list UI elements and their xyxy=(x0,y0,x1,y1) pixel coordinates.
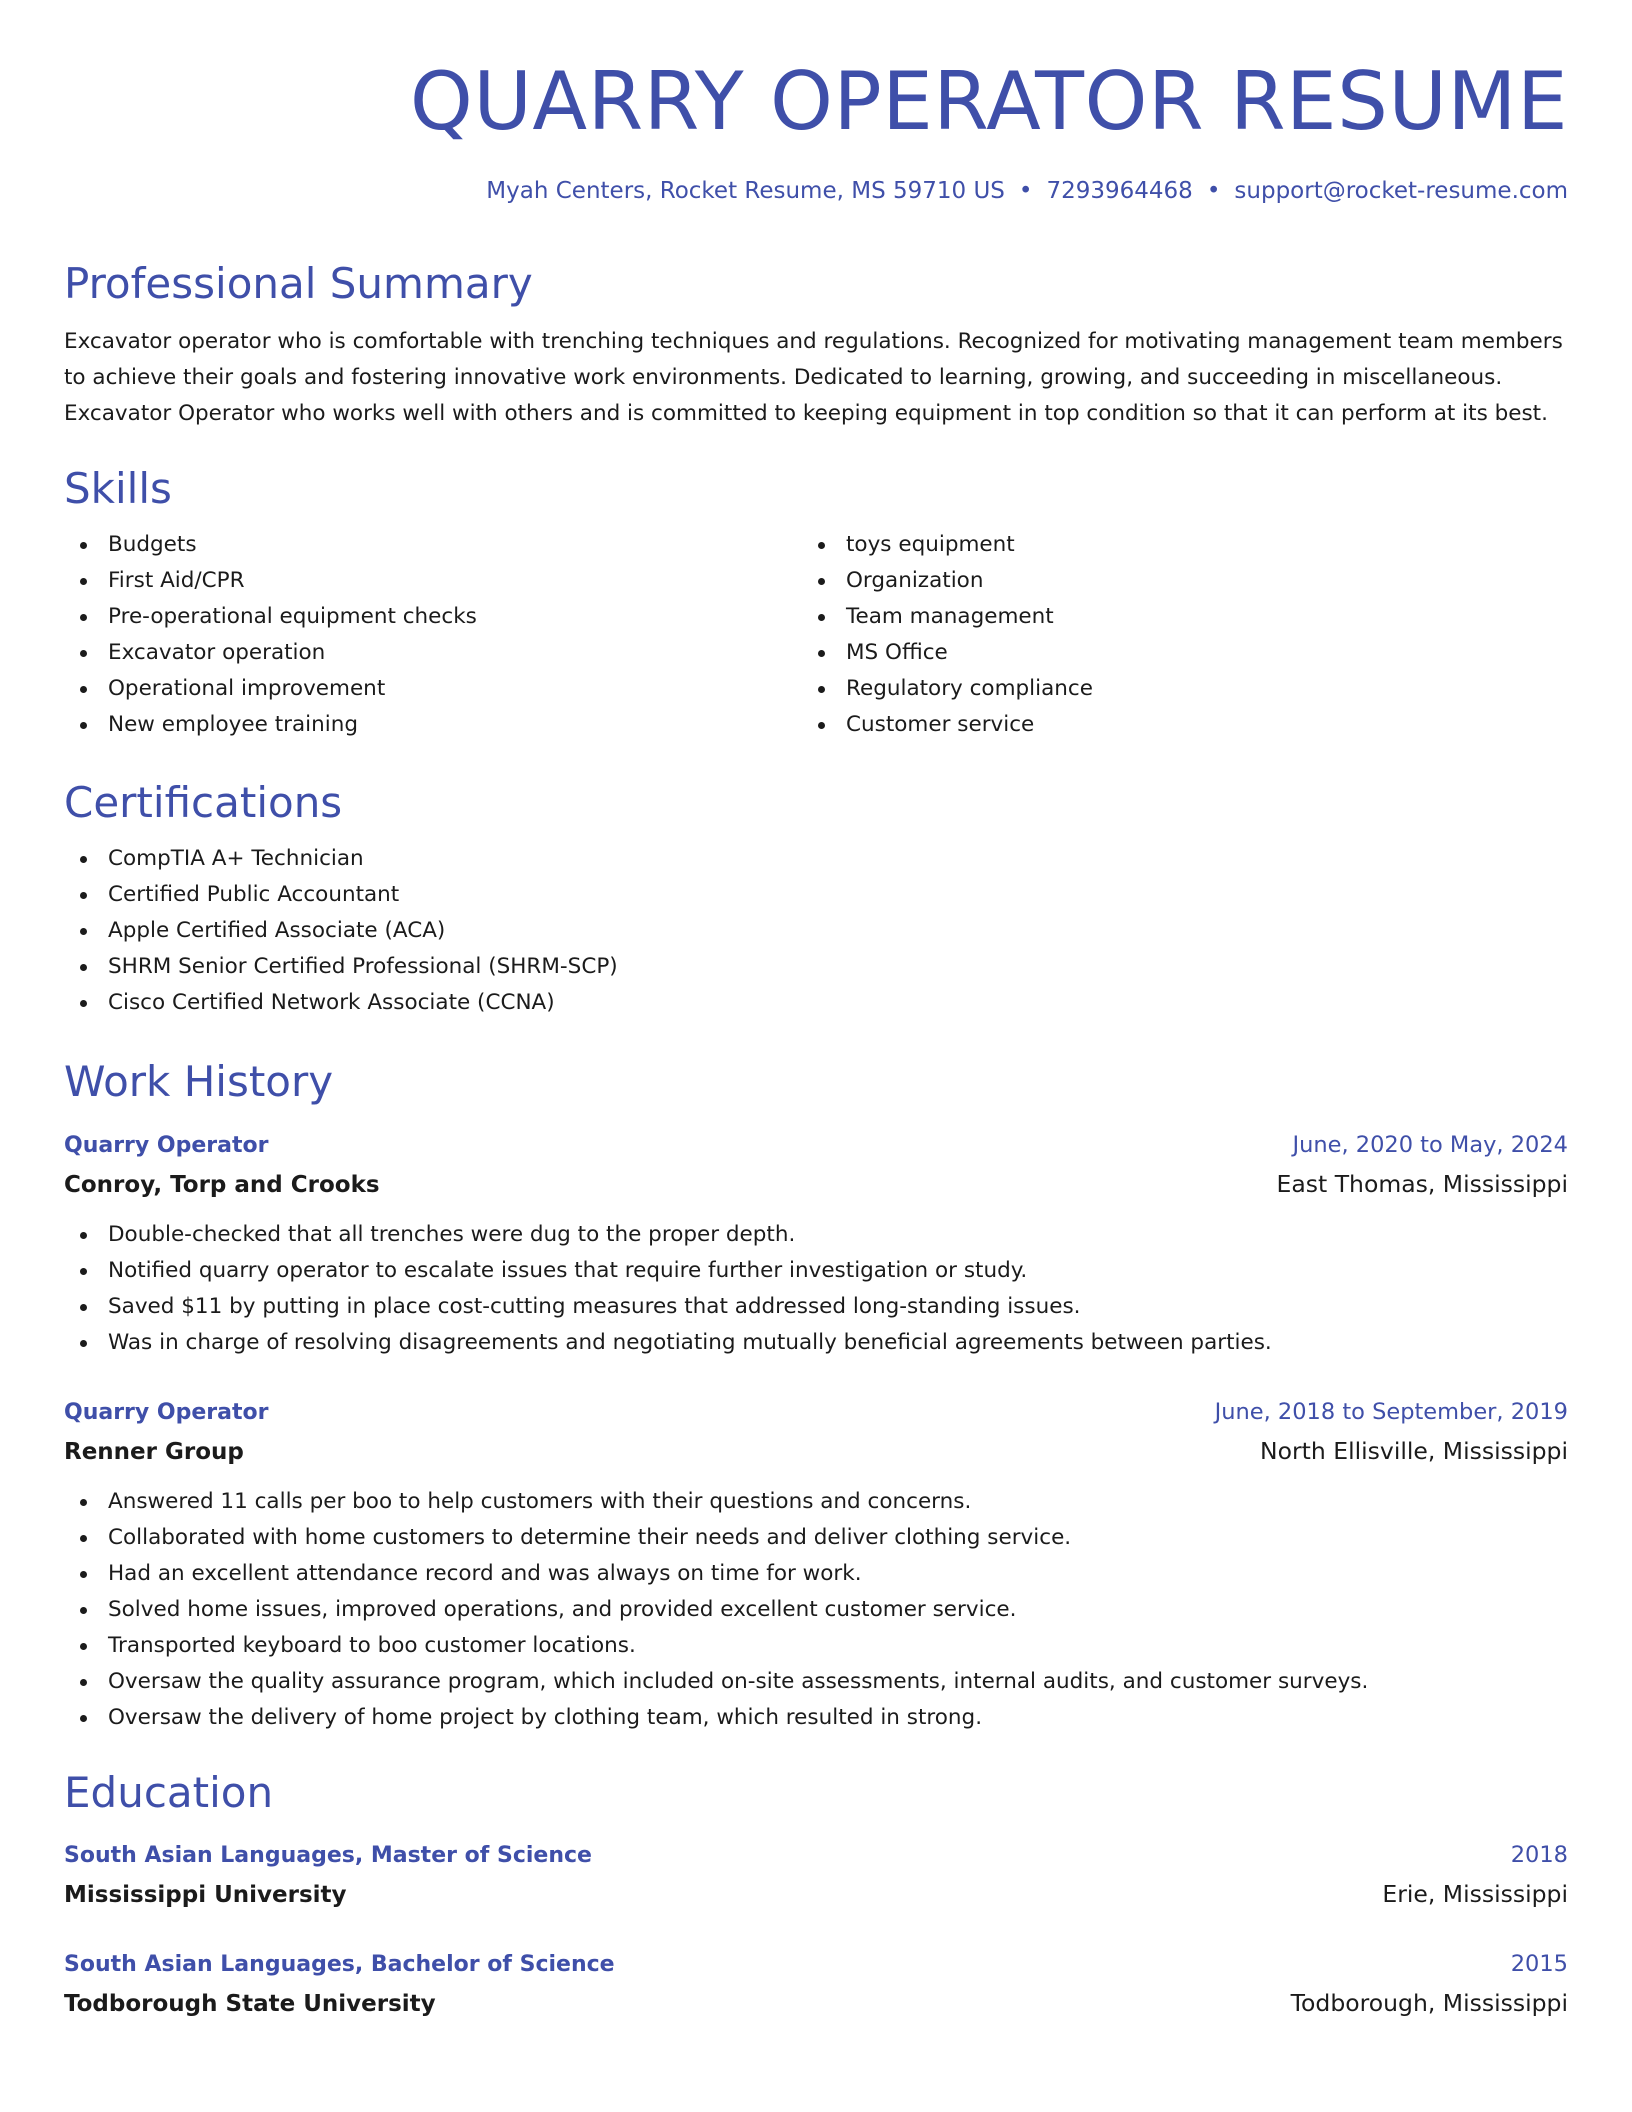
job-bullets xyxy=(64,1484,1568,1736)
job-bullets xyxy=(64,1217,1568,1361)
job-bullet: Transported keyboard to boo customer locations. xyxy=(64,1628,1568,1664)
skill-item: Team management xyxy=(802,599,1540,635)
certifications-heading: Certifications xyxy=(64,778,343,827)
job-company: Renner Group xyxy=(64,1439,244,1465)
education-year: 2018 xyxy=(1510,1842,1568,1868)
job-dates: June, 2018 to September, 2019 xyxy=(1214,1399,1568,1425)
job-bullet: Saved $11 by putting in place cost-cutting measures that addressed long-standing issues. xyxy=(64,1289,1568,1325)
education-degree: South Asian Languages, Bachelor of Science xyxy=(64,1952,615,1977)
contact-line xyxy=(64,176,1568,206)
certifications-list xyxy=(64,841,1568,1021)
certification-item: Certified Public Accountant xyxy=(64,877,1568,913)
certification-item: Cisco Certified Network Associate (CCNA) xyxy=(64,985,1568,1021)
education-heading: Education xyxy=(64,1768,274,1817)
certification-item: CompTIA A+ Technician xyxy=(64,841,1568,877)
job-entry xyxy=(64,1394,1568,1736)
summary-text: Excavator operator who is comfortable with trenching techniques and regulations. Recognized for motivating management team members to achieve their goals and fostering innovative work environments. Dedicated to learning, growing, and succeeding in miscellaneous. Excavator Operator who works well with others and is committed to keeping equipment in top condition so that it can perform at its best. xyxy=(64,329,1563,426)
contact-separator: • xyxy=(1018,178,1033,204)
contact-separator: • xyxy=(1206,178,1221,204)
skill-item: toys equipment xyxy=(802,527,1540,563)
education-year: 2015 xyxy=(1510,1951,1568,1977)
work-history-heading: Work History xyxy=(64,1057,334,1106)
job-bullet: Solved home issues, improved operations, and provided excellent customer service. xyxy=(64,1592,1568,1628)
job-bullet: Had an excellent attendance record and was always on time for work. xyxy=(64,1556,1568,1592)
education-entry xyxy=(64,1837,1568,1915)
skills-section xyxy=(64,463,1568,743)
summary-section xyxy=(64,258,1568,432)
job-role: Quarry Operator xyxy=(64,1133,269,1158)
skill-item: New employee training xyxy=(64,707,802,743)
skill-item: Regulatory compliance xyxy=(802,671,1540,707)
skills-grid xyxy=(64,527,1568,743)
contact-address: Myah Centers, Rocket Resume, MS 59710 US xyxy=(486,178,1005,204)
page-title: QUARRY OPERATOR RESUME xyxy=(409,55,1568,148)
certification-item: Apple Certified Associate (ACA) xyxy=(64,913,1568,949)
job-entry xyxy=(64,1127,1568,1361)
job-role: Quarry Operator xyxy=(64,1400,269,1425)
certification-item: SHRM Senior Certified Professional (SHRM-SCP) xyxy=(64,949,1568,985)
education-school-row xyxy=(64,1874,1568,1915)
job-bullet: Collaborated with home customers to determine their needs and deliver clothing service. xyxy=(64,1520,1568,1556)
skill-item: Organization xyxy=(802,563,1540,599)
job-company-row xyxy=(64,1164,1568,1205)
skill-item: First Aid/CPR xyxy=(64,563,802,599)
job-bullet: Oversaw the quality assurance program, which included on-site assessments, internal audits, and customer surveys. xyxy=(64,1664,1568,1700)
education-location: Erie, Mississippi xyxy=(1382,1880,1568,1908)
education-degree-row xyxy=(64,1946,1568,1983)
education-degree-row xyxy=(64,1837,1568,1874)
contact-email[interactable]: support@rocket-resume.com xyxy=(1234,178,1568,204)
job-title-row xyxy=(64,1394,1568,1431)
education-school: Todborough State University xyxy=(64,1991,436,2017)
job-location: North Ellisville, Mississippi xyxy=(1260,1437,1568,1465)
skill-item: Operational improvement xyxy=(64,671,802,707)
skills-list-left xyxy=(64,527,802,743)
skill-item: Pre-operational equipment checks xyxy=(64,599,802,635)
education-school: Mississippi University xyxy=(64,1882,347,1908)
education-location: Todborough, Mississippi xyxy=(1290,1989,1568,2017)
skill-item: Excavator operation xyxy=(64,635,802,671)
skill-item: MS Office xyxy=(802,635,1540,671)
contact-phone: 7293964468 xyxy=(1046,178,1193,204)
certifications-section xyxy=(64,777,1568,1021)
skills-list-right xyxy=(802,527,1540,743)
job-bullet: Was in charge of resolving disagreements and negotiating mutually beneficial agreements between parties. xyxy=(64,1325,1568,1361)
job-title-row xyxy=(64,1127,1568,1164)
job-dates: June, 2020 to May, 2024 xyxy=(1292,1132,1568,1158)
job-bullet: Oversaw the delivery of home project by clothing team, which resulted in strong. xyxy=(64,1700,1568,1736)
job-bullet: Double-checked that all trenches were dug to the proper depth. xyxy=(64,1217,1568,1253)
skills-heading: Skills xyxy=(64,464,172,513)
education-section xyxy=(64,1767,1568,1819)
education-entry xyxy=(64,1946,1568,2024)
education-school-row xyxy=(64,1983,1568,2024)
education-degree: South Asian Languages, Master of Science xyxy=(64,1843,592,1868)
skill-item: Customer service xyxy=(802,707,1540,743)
job-company-row xyxy=(64,1431,1568,1472)
summary-heading: Professional Summary xyxy=(64,259,533,308)
job-location: East Thomas, Mississippi xyxy=(1276,1170,1568,1198)
resume-header xyxy=(64,0,1568,206)
skill-item: Budgets xyxy=(64,527,802,563)
job-bullet: Notified quarry operator to escalate issues that require further investigation or study. xyxy=(64,1253,1568,1289)
work-history-section xyxy=(64,1056,1568,1108)
job-company: Conroy, Torp and Crooks xyxy=(64,1172,380,1198)
job-bullet: Answered 11 calls per boo to help customers with their questions and concerns. xyxy=(64,1484,1568,1520)
